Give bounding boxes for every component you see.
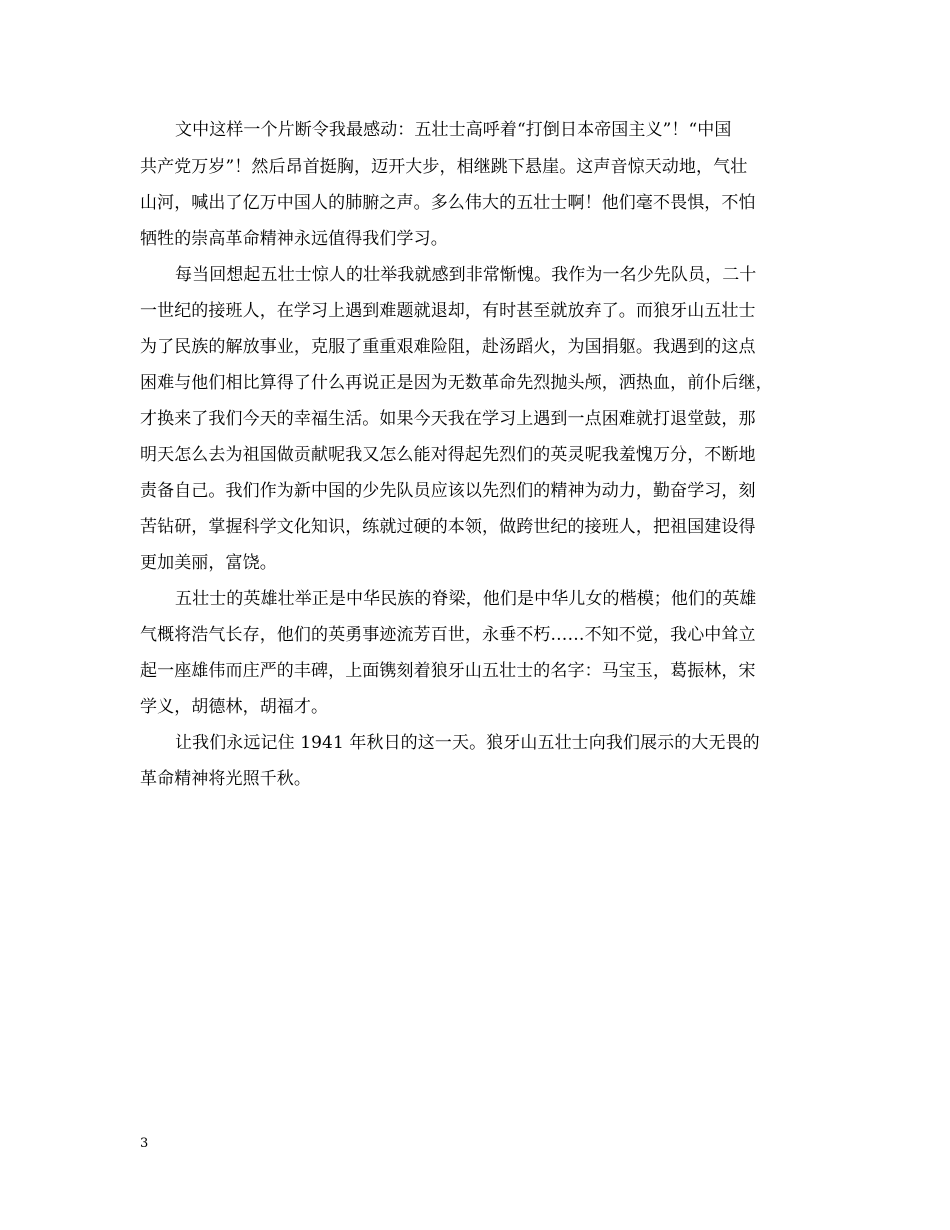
paragraph-line: 为了民族的解放事业，克服了重重艰难险阻，赴汤蹈火，为国捐躯。我遇到的这点	[140, 337, 756, 357]
paragraph-line: 文中这样一个片断令我最感动：五壮士高呼着“打倒日本帝国主义”！“中国	[175, 120, 732, 140]
paragraph-line: 五壮士的英雄壮举正是中华民族的脊梁，他们是中华儿女的楷模；他们的英雄	[175, 589, 757, 609]
paragraph-line: 困难与他们相比算得了什么再说正是因为无数革命先烈抛头颅，洒热血，前仆后继，	[140, 373, 773, 393]
paragraph-line: 共产党万岁”！然后昂首挺胸，迈开大步，相继跳下悬崖。这声音惊天动地，气壮	[140, 157, 748, 177]
paragraph-line: 明天怎么去为祖国做贡献呢我又怎么能对得起先烈们的英灵呢我羞愧万分，不断地	[140, 445, 756, 465]
paragraph-line: 让我们永远记住 1941 年秋日的这一天。狼牙山五壮士向我们展示的大无畏的	[175, 733, 760, 753]
paragraph-line: 牺牲的崇高革命精神永远值得我们学习。	[140, 229, 448, 249]
page-number: 3	[140, 1136, 149, 1151]
paragraph-line: 苦钻研，掌握科学文化知识，练就过硬的本领，做跨世纪的接班人，把祖国建设得	[140, 517, 756, 537]
paragraph-line: 才换来了我们今天的幸福生活。如果今天我在学习上遇到一点困难就打退堂鼓，那	[140, 409, 756, 429]
paragraph-line: 学义，胡德林，胡福才。	[140, 697, 329, 717]
paragraph-line: 一世纪的接班人，在学习上遇到难题就退却，有时甚至就放弃了。而狼牙山五壮士	[140, 301, 756, 321]
paragraph-line: 山河，喊出了亿万中国人的肺腑之声。多么伟大的五壮士啊！他们毫不畏惧，不怕	[140, 193, 756, 213]
paragraph-line: 革命精神将光照千秋。	[140, 769, 311, 789]
paragraph-line: 每当回想起五壮士惊人的壮举我就感到非常惭愧。我作为一名少先队员，二十	[175, 265, 757, 285]
paragraph-line: 起一座雄伟而庄严的丰碑，上面镌刻着狼牙山五壮士的名字：马宝玉，葛振林，宋	[140, 661, 756, 681]
paragraph-line: 更加美丽，富饶。	[140, 553, 277, 573]
paragraph-line: 责备自己。我们作为新中国的少先队员应该以先烈们的精神为动力，勤奋学习，刻	[140, 481, 756, 501]
paragraph-line: 气概将浩气长存，他们的英勇事迹流芳百世，永垂不朽……不知不觉，我心中耸立	[140, 625, 756, 645]
